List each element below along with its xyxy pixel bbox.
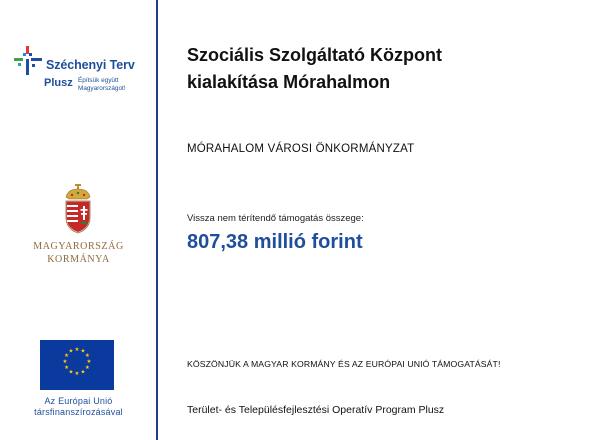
- svg-text:★: ★: [80, 348, 86, 355]
- svg-text:★: ★: [84, 353, 90, 359]
- svg-text:★: ★: [64, 365, 70, 371]
- project-title-line-2: kialakítása Mórahalmon: [187, 72, 391, 92]
- szechenyi-tagline-line-2: Magyarországot!: [78, 85, 126, 92]
- government-name-line-1: MAGYARORSZÁG: [33, 241, 124, 252]
- szechenyi-plusz: Plusz: [44, 77, 73, 89]
- program-name: Terület- és Településfejlesztési Operatív Program Plusz: [187, 404, 445, 416]
- eu-cofinancing-line-1: Az Európai Unió: [44, 396, 113, 406]
- hungarian-coat-of-arms-icon: [58, 184, 98, 234]
- svg-text:★: ★: [68, 369, 74, 376]
- szechenyi-terv-logo: [14, 44, 144, 98]
- szechenyi-tagline: [78, 77, 126, 93]
- szechenyi-title: Széchenyi Terv: [46, 58, 135, 72]
- svg-text:★: ★: [74, 347, 80, 353]
- project-title-line-1: Szociális Szolgáltató Központ: [187, 45, 443, 65]
- grant-amount-value: 807,38 millió forint: [187, 231, 363, 253]
- logo-panel: [0, 0, 157, 440]
- beneficiary-name: MÓRAHALOM VÁROSI ÖNKORMÁNYZAT: [187, 143, 415, 155]
- thanks-statement: KÖSZÖNJÜK A MAGYAR KORMÁNY ÉS AZ EURÓPAI UNIÓ TÁMOGATÁSÁT!: [187, 359, 501, 369]
- szechenyi-tagline-line-1: Építsük együtt: [78, 77, 119, 84]
- svg-text:★: ★: [84, 365, 90, 371]
- svg-text:★: ★: [64, 353, 70, 359]
- svg-text:★: ★: [86, 359, 92, 365]
- panel-divider: [156, 0, 158, 440]
- svg-text:★: ★: [80, 369, 86, 376]
- grant-amount-label: Vissza nem térítendő támogatás összege:: [187, 213, 364, 224]
- eu-cofinancing-line-2: társfinanszírozásával: [34, 407, 123, 417]
- svg-text:★: ★: [68, 348, 74, 355]
- svg-text:★: ★: [62, 359, 68, 365]
- government-name-line-2: KORMÁNYA: [47, 254, 110, 265]
- szechenyi-cross-icon: [14, 46, 42, 76]
- eu-flag-icon: [40, 340, 114, 390]
- svg-text:★: ★: [74, 371, 80, 377]
- project-title: [187, 42, 587, 96]
